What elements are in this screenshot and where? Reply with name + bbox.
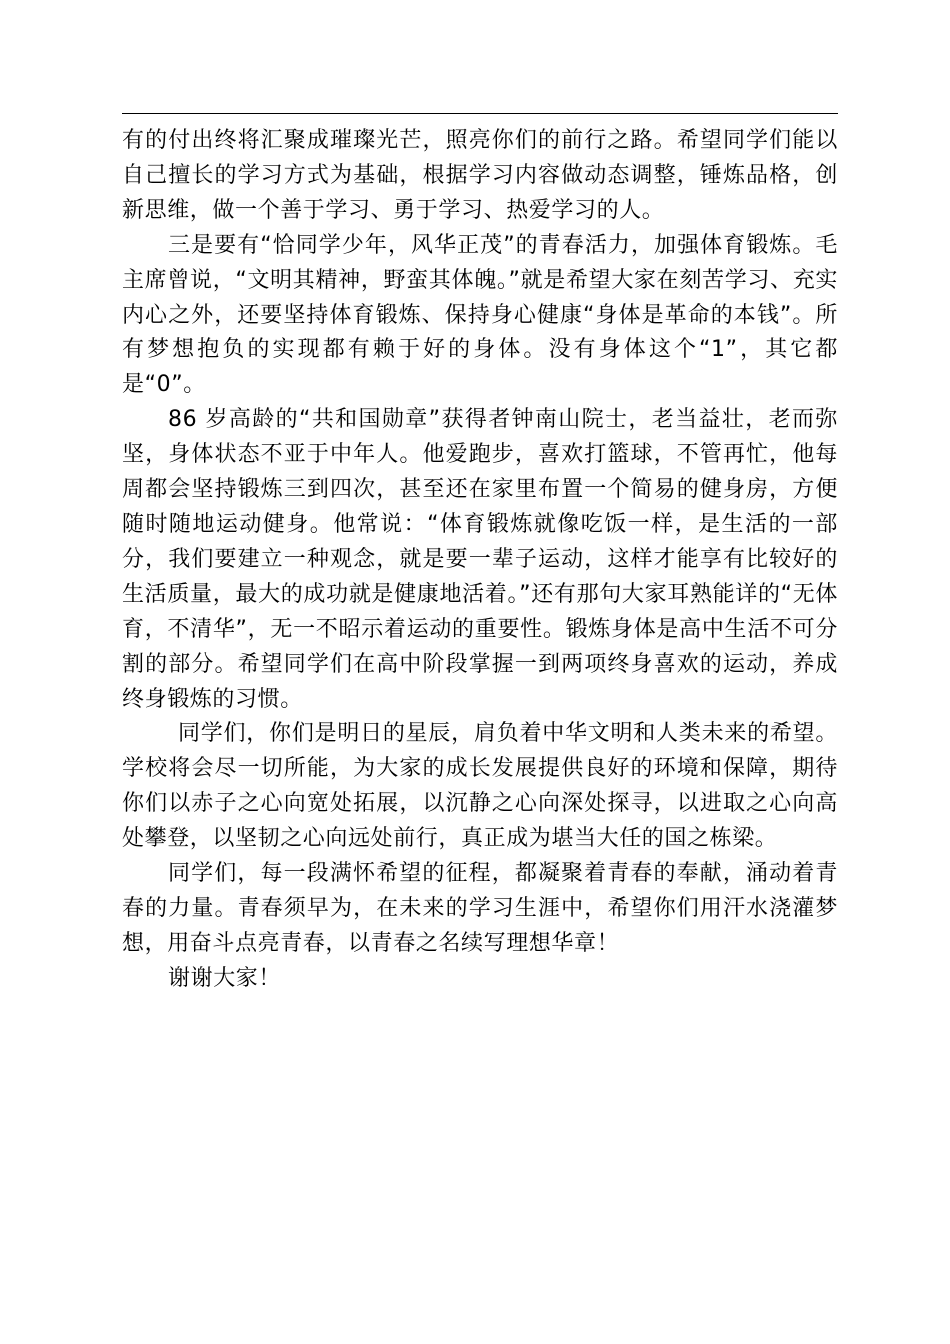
header-rule	[122, 113, 838, 114]
paragraph-thanks: 谢谢大家！	[168, 965, 282, 991]
document-body	[122, 124, 838, 997]
paragraph-physical-exercise: 三是要有“恰同学少年，风华正茂”的青春活力，加强体育锻炼。毛主席曾说，“文明其精神，野蛮其体魄。”就是希望大家在刻苦学习、充实内心之外，还要坚持体育锻炼、保持身心健康“身体是革命的本钱”。所有梦想抱负的实现都有赖于好的身体。没有身体这个“1”，其它都是“0”。	[122, 232, 838, 398]
paragraph-youth-journey: 同学们，每一段满怀希望的征程，都凝聚着青春的奉献，涌动着青春的力量。青春须早为，在未来的学习生涯中，希望你们用汗水浇灌梦想，用奋斗点亮青春，以青春之名续写理想华章！	[122, 861, 838, 956]
paragraph-zhong-nanshan: 86 岁高龄的“共和国勋章”获得者钟南山院士，老当益壮，老而弥坚，身体状态不亚于中年人。他爱跑步，喜欢打篮球，不管再忙，他每周都会坚持锻炼三到四次，甚至还在家里布置一个简易的健身房，方便随时随地运动健身。他常说：“体育锻炼就像吃饭一样，是生活的一部分，我们要建立一种观念，就是要一辈子运动，这样才能享有比较好的生活质量，最大的成功就是健康地活着。”还有那句大家耳熟能详的“无体育，不清华”，无一不昭示着运动的重要性。锻炼身体是高中生活不可分割的部分。希望同学们在高中阶段掌握一到两项终身喜欢的运动，养成终身锻炼的习惯。	[122, 407, 838, 712]
paragraph-future-hope: 同学们，你们是明日的星辰，肩负着中华文明和人类未来的希望。学校将会尽一切所能，为大家的成长发展提供良好的环境和保障，期待你们以赤子之心向宽处拓展，以沉静之心向深处探寻，以进取之心向高处攀登，以坚韧之心向远处前行，真正成为堪当大任的国之栋梁。	[122, 721, 838, 852]
paragraph-continuation: 有的付出终将汇聚成璀璨光芒，照亮你们的前行之路。希望同学们能以自己擅长的学习方式为基础，根据学习内容做动态调整，锤炼品格，创新思维，做一个善于学习、勇于学习、热爱学习的人。	[122, 128, 838, 223]
